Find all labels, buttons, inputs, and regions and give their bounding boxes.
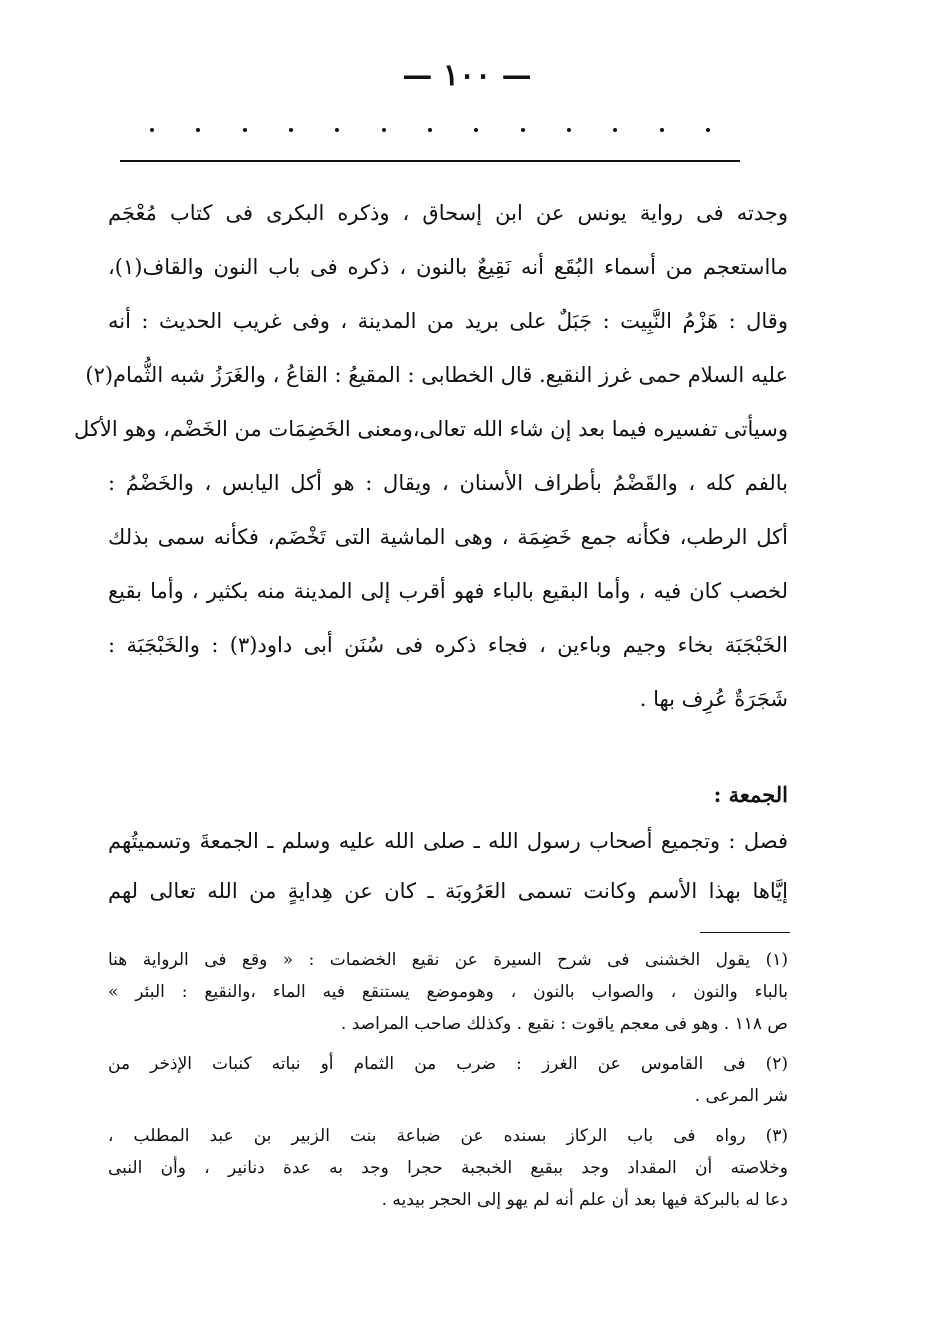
text-line: عليه السلام حمى غرز النقيع. قال الخطابى : المقيعُ : القاعُ ، والغَرَزُ شبه الثُّمام(٢) <box>85 363 788 387</box>
dot <box>196 128 200 132</box>
footnote-line: شر المرعى . <box>694 1086 788 1106</box>
text-line: الخَبْجَبَة بخاء وجيم وباءين ، فجاء ذكره فى سُنَن أبى داود(٣) : والخَبْجَبَة : <box>108 633 789 657</box>
dot <box>474 128 478 132</box>
text-line: فصل : وتجميع أصحاب رسول الله ـ صلى الله عليه وسلم ـ الجمعةَ وتسميتُهم <box>108 829 788 853</box>
page-number: — ١٠٠ — <box>402 58 532 93</box>
text-line: وقال : هَزْمُ النَّبِيت : جَبَلٌ على بريد من المدينة ، وفى غريب الحديث : أنه <box>108 309 788 333</box>
footnote-line: وخلاصته أن المقداد وجد ببقيع الخبجبة حجرا وجد به عدة دنانير ، وأن النبى <box>108 1158 788 1178</box>
main-paragraph <box>73 186 789 726</box>
footnote-line: (٢) فى القاموس عن الغرز : ضرب من الثمام أو نباته كنبات الإذخر من <box>108 1054 788 1074</box>
footnote-line: دعا له بالبركة فيها بعد أن علم أنه لم يهو إلى الحجر بيديه . <box>381 1190 788 1210</box>
footnote-line: بالباء والنون ، والصواب بالنون ، وهوموضع يستنقع فيه الماء ،والنقيع : البئر » <box>108 982 788 1002</box>
dot <box>150 128 154 132</box>
dot <box>382 128 386 132</box>
dot <box>613 128 617 132</box>
section-heading: الجمعة : <box>713 782 788 807</box>
text-line: أكل الرطب، فكأنه جمع خَضِمَة ، وهى الماشية التى تَخْضَم، فكأنه سمى بذلك <box>108 525 788 549</box>
dot <box>521 128 525 132</box>
footnote-rule <box>700 932 790 933</box>
text-line: شَجَرَةٌ عُرِف بها . <box>639 687 788 711</box>
footnotes <box>108 944 788 1224</box>
dot <box>660 128 664 132</box>
section-paragraph <box>108 816 788 916</box>
dot <box>428 128 432 132</box>
text-line: بالفم كله ، والقَضْمُ بأطراف الأسنان ، ويقال : هو أكل اليابس ، والخَضْمُ : <box>108 471 788 495</box>
dot <box>706 128 710 132</box>
text-line: لخصب كان فيه ، وأما البقيع بالباء فهو أقرب إلى المدينة منه بكثير ، وأما بقيع <box>108 579 788 603</box>
dot <box>567 128 571 132</box>
text-line: وسيأتى تفسيره فيما بعد إن شاء الله تعالى،ومعنى الخَضِمَات من الخَضْم، وهو الأكل <box>73 417 788 441</box>
header-rule <box>120 160 740 162</box>
dot <box>243 128 247 132</box>
text-line: إيَّاها بهذا الأسم وكانت تسمى العَرُوبَة ـ كان عن هِدايةٍ من الله تعالى لهم <box>108 879 788 903</box>
footnote-line: (٣) رواه فى باب الركاز بسنده عن ضباعة بنت الزبير بن عبد المطلب ، <box>108 1126 788 1146</box>
footnote-line: ص ١١٨ . وهو فى معجم ياقوت : نقيع . وكذلك صاحب المراصد . <box>340 1014 788 1034</box>
text-line: مااستعجم من أسماء البُقَع أنه نَقِيعٌ بالنون ، ذكره فى باب النون والقاف(١)، <box>108 255 788 279</box>
footnote-2 <box>108 1048 788 1112</box>
footnote-1 <box>108 944 788 1040</box>
dot <box>289 128 293 132</box>
dot <box>335 128 339 132</box>
footnote-line: (١) يقول الخشنى فى شرح السيرة عن نقيع الخضمات : « وقع فى الرواية هنا <box>108 950 788 970</box>
ornament-dots <box>150 128 710 132</box>
footnote-3 <box>108 1120 788 1216</box>
text-line: وجدته فى رواية يونس عن ابن إسحاق ، وذكره البكرى فى كتاب مُعْجَم <box>108 201 788 225</box>
